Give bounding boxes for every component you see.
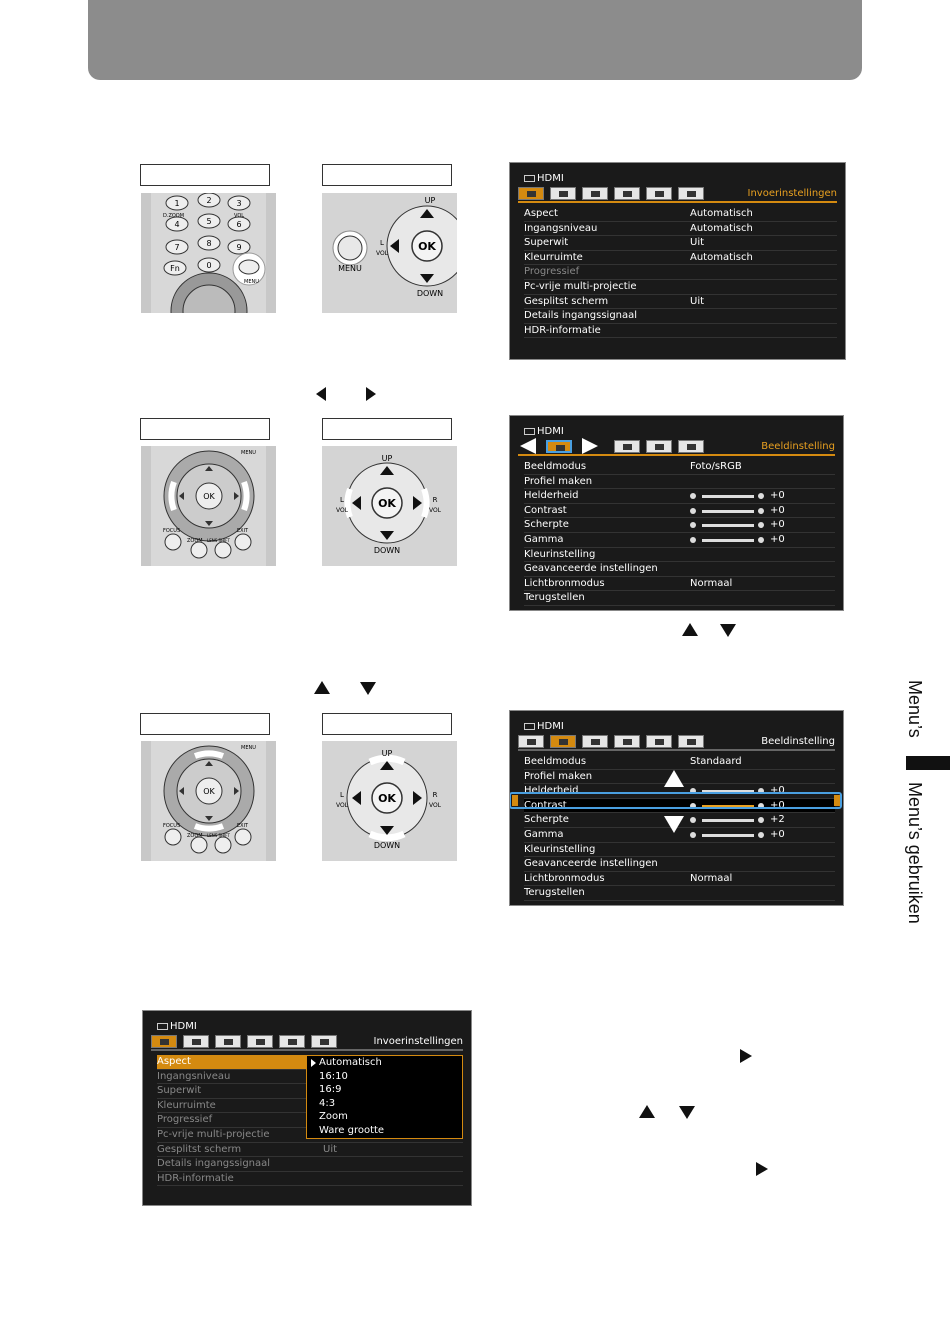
menu-row[interactable]: Pc-vrije multi-projectie xyxy=(524,280,837,295)
menu-row: Progressief xyxy=(524,265,837,280)
focus-label: FOCUS xyxy=(163,823,181,829)
tab-network-icon[interactable] xyxy=(646,440,672,453)
projector-panel-updown xyxy=(322,741,457,861)
menu-row[interactable]: HDR-informatie xyxy=(524,324,837,339)
selection-marker-right xyxy=(834,795,840,806)
vol-label: VOL xyxy=(375,250,389,257)
gamma-icon xyxy=(758,537,764,543)
menu-key-label: MENU xyxy=(244,279,259,285)
sharpness-icon xyxy=(690,522,696,528)
gamma-icon xyxy=(690,537,696,543)
menu-row[interactable]: Ingangsniveau xyxy=(157,1070,463,1085)
contrast-slider[interactable]: +0 xyxy=(690,504,800,517)
sun-icon xyxy=(690,493,696,499)
key-7: 7 xyxy=(174,243,180,252)
aspect-option[interactable]: 4:3 xyxy=(319,1097,336,1109)
right-arrow-icon xyxy=(738,1048,754,1064)
tab-image-icon[interactable] xyxy=(550,187,576,200)
hdmi-icon xyxy=(524,723,535,730)
tab-system-icon[interactable] xyxy=(614,735,640,748)
down-label: DOWN xyxy=(373,546,401,555)
exit-label: EXIT xyxy=(237,823,249,829)
tab-image-icon[interactable] xyxy=(550,735,576,748)
up-down-arrows xyxy=(638,1104,698,1120)
selection-marker-left xyxy=(512,795,518,806)
up-label: UP xyxy=(424,196,436,205)
sharpness-icon xyxy=(690,817,696,823)
aspect-option[interactable]: Ware grootte xyxy=(319,1124,385,1136)
vol-right-label: VOL xyxy=(428,507,442,514)
up-down-arrows xyxy=(680,622,748,638)
menu-row[interactable]: Aspect Automatisch xyxy=(524,207,837,222)
gamma-slider[interactable]: +0 xyxy=(690,533,800,546)
sharpness-slider[interactable]: +2 xyxy=(690,813,800,826)
up-label: UP xyxy=(381,454,393,463)
menu-title: Beeldinstelling xyxy=(761,441,835,452)
aspect-option[interactable]: 16:10 xyxy=(319,1070,348,1082)
menu-row[interactable]: Contrast +0 xyxy=(524,504,835,519)
tab-network-icon[interactable] xyxy=(646,187,672,200)
menu-row[interactable]: Terugstellen xyxy=(524,591,835,606)
contrast-icon xyxy=(758,508,764,514)
tab-system-icon[interactable] xyxy=(614,187,640,200)
source-indicator: HDMI xyxy=(524,426,564,437)
tab-right-arrow-icon xyxy=(578,438,600,456)
down-arrow-icon xyxy=(679,1106,695,1119)
osd-input-settings xyxy=(509,162,846,360)
remote-photo-leftright xyxy=(141,446,276,566)
menu-row[interactable]: Scherpte +2 xyxy=(524,813,835,828)
menu-row[interactable]: Kleurruimte xyxy=(157,1099,463,1114)
menu-row[interactable]: Kleurinstelling xyxy=(524,843,835,858)
control-panel-dpad xyxy=(322,446,457,566)
right-arrow-icon xyxy=(366,387,376,401)
up-arrow-icon xyxy=(639,1105,655,1118)
projector-panel-menu xyxy=(322,193,457,313)
contrast-slider[interactable]: +0 xyxy=(690,799,800,812)
lens-shift-label: LENS SHIFT xyxy=(207,538,230,543)
tab-install-icon[interactable] xyxy=(614,440,640,453)
tab-network-icon[interactable] xyxy=(646,735,672,748)
key-1: 1 xyxy=(174,199,180,208)
brightness-slider[interactable]: +0 xyxy=(690,489,800,502)
remote-photo-menu xyxy=(141,193,276,313)
menu-row[interactable]: Ingangsniveau Automatisch xyxy=(524,222,837,237)
remote-label-box xyxy=(140,164,270,186)
aspect-option[interactable]: Automatisch xyxy=(319,1057,382,1068)
menu-row[interactable]: Kleurruimte Automatisch xyxy=(524,251,837,266)
menu-row[interactable]: Details ingangssignaal xyxy=(157,1157,463,1172)
tab-info-icon[interactable] xyxy=(678,440,704,453)
zoom-label: ZOOM xyxy=(187,538,203,544)
sun-icon xyxy=(758,493,764,499)
key-6: 6 xyxy=(236,220,242,229)
gamma-slider[interactable]: +0 xyxy=(690,828,800,841)
menu-row[interactable]: Beeldmodus Foto/sRGB xyxy=(524,460,835,475)
l-label: L xyxy=(340,791,344,799)
gamma-icon xyxy=(758,832,764,838)
aspect-option[interactable]: 16:9 xyxy=(319,1084,342,1096)
selection-highlight xyxy=(509,792,842,809)
menu-row[interactable]: Kleurinstelling xyxy=(524,548,835,563)
control-panel xyxy=(322,193,457,313)
vol-label: VOL xyxy=(234,213,245,219)
up-arrow-icon xyxy=(682,623,698,636)
header-banner xyxy=(88,0,862,80)
menu-row[interactable]: Geavanceerde instellingen xyxy=(524,857,835,872)
right-arrow-icon xyxy=(754,1161,770,1177)
menu-row[interactable]: Gamma +0 xyxy=(524,533,835,548)
aspect-option[interactable]: Zoom xyxy=(319,1111,348,1123)
menu-row[interactable]: Scherpte +0 xyxy=(524,518,835,533)
source-indicator: HDMI xyxy=(524,173,564,184)
tab-install-icon[interactable] xyxy=(215,1035,241,1048)
menu-row[interactable]: Superwit Uit xyxy=(524,236,837,251)
menu-row[interactable]: Profiel maken xyxy=(524,475,835,490)
remote-dpad xyxy=(141,741,276,861)
brightness-slider[interactable]: +0 xyxy=(690,784,800,797)
tab-left-arrow-icon xyxy=(518,438,540,456)
menu-row[interactable]: Superwit xyxy=(157,1084,463,1099)
sharpness-slider[interactable]: +0 xyxy=(690,518,800,531)
dzoom-label: D.ZOOM xyxy=(163,213,185,219)
r-label: R xyxy=(432,496,438,504)
projector-label-box xyxy=(322,713,452,735)
key-fn: Fn xyxy=(170,264,180,273)
remote-label-box xyxy=(140,418,270,440)
ok-label: OK xyxy=(378,792,396,805)
aspect-dropdown[interactable] xyxy=(306,1055,463,1139)
osd-image-settings xyxy=(509,415,844,611)
menu-row[interactable]: Gesplitst scherm Uit xyxy=(524,295,837,310)
projector-label-box xyxy=(322,164,452,186)
key-9: 9 xyxy=(236,243,242,252)
remote-label-box xyxy=(140,713,270,735)
up-arrow-icon xyxy=(663,769,685,789)
menu-row-selected[interactable]: Contrast +0 xyxy=(524,799,835,814)
up-down-arrows xyxy=(312,680,380,696)
vol-left-label: VOL xyxy=(335,507,349,514)
menu-row[interactable]: Helderheid +0 xyxy=(524,489,835,504)
tab-input-icon[interactable] xyxy=(518,187,544,200)
left-right-arrows xyxy=(312,386,380,404)
tab-network-icon[interactable] xyxy=(279,1035,305,1048)
menu-row[interactable]: Profiel maken xyxy=(524,770,835,785)
key-0: 0 xyxy=(206,261,212,270)
tab-install-icon[interactable] xyxy=(582,735,608,748)
tab-system-icon[interactable] xyxy=(247,1035,273,1048)
l-label: L xyxy=(380,239,384,247)
menu-title: Invoerinstellingen xyxy=(373,1036,463,1047)
menu-row[interactable]: Gesplitst scherm Uit xyxy=(157,1143,463,1158)
key-2: 2 xyxy=(206,196,212,205)
dropdown-arrow-icon xyxy=(311,1059,316,1067)
menu-label: MENU xyxy=(241,745,256,751)
menu-row[interactable]: Lichtbronmodus Normaal xyxy=(524,577,835,592)
osd-aspect-dropdown xyxy=(142,1010,472,1206)
r-label: R xyxy=(432,791,438,799)
menu-list xyxy=(524,207,837,338)
hdmi-icon xyxy=(524,428,535,435)
up-arrow-icon xyxy=(314,681,330,694)
tab-install-icon[interactable] xyxy=(582,187,608,200)
source-indicator: HDMI xyxy=(524,721,564,732)
menu-row[interactable]: Lichtbronmodus Normaal xyxy=(524,872,835,887)
sharpness-icon xyxy=(758,522,764,528)
side-tab-menus: Menu’s xyxy=(905,680,925,738)
menu-title: Beeldinstelling xyxy=(761,736,835,747)
l-label: L xyxy=(340,496,344,504)
menu-button-label: MENU xyxy=(338,264,362,273)
menu-row[interactable]: Pc-vrije multi-projectie xyxy=(157,1128,463,1143)
gamma-icon xyxy=(690,832,696,838)
osd-image-settings-selected xyxy=(509,710,844,906)
menu-row[interactable]: Details ingangssignaal xyxy=(524,309,837,324)
tab-input-icon[interactable] xyxy=(518,735,544,748)
down-label: DOWN xyxy=(416,289,444,298)
side-tab-marker xyxy=(906,756,950,770)
down-arrow-icon xyxy=(720,624,736,637)
ok-label: OK xyxy=(378,497,396,510)
vol-left-label: VOL xyxy=(335,802,349,809)
menu-row[interactable]: Beeldmodus Standaard xyxy=(524,755,835,770)
remote-photo-updown xyxy=(141,741,276,861)
ok-label: OK xyxy=(203,787,215,796)
vol-right-label: VOL xyxy=(428,802,442,809)
menu-title: Invoerinstellingen xyxy=(747,188,837,199)
sharpness-icon xyxy=(758,817,764,823)
tab-info-icon[interactable] xyxy=(678,187,704,200)
key-3: 3 xyxy=(236,199,242,208)
tab-info-icon[interactable] xyxy=(311,1035,337,1048)
contrast-icon xyxy=(690,508,696,514)
menu-row[interactable]: HDR-informatie xyxy=(157,1172,463,1187)
side-tab-menus-gebruiken: Menu’s gebruiken xyxy=(905,782,925,924)
remote-keypad xyxy=(141,193,276,313)
menu-label: MENU xyxy=(241,450,256,456)
menu-row[interactable]: Progressief xyxy=(157,1113,463,1128)
tab-image-icon[interactable] xyxy=(183,1035,209,1048)
down-label: DOWN xyxy=(373,841,401,850)
projector-label-box xyxy=(322,418,452,440)
lens-shift-label: LENS SHIFT xyxy=(207,833,230,838)
remote-dpad xyxy=(141,446,276,566)
ok-label: OK xyxy=(203,492,215,501)
key-5: 5 xyxy=(206,217,212,226)
focus-label: FOCUS xyxy=(163,528,181,534)
projector-panel-leftright xyxy=(322,446,457,566)
menu-row[interactable]: Helderheid +0 xyxy=(524,784,835,799)
down-arrow-icon xyxy=(663,814,685,834)
tab-image-icon[interactable] xyxy=(546,440,572,453)
left-arrow-icon xyxy=(316,387,326,401)
key-4: 4 xyxy=(174,220,180,229)
menu-list xyxy=(524,460,835,606)
hdmi-icon xyxy=(524,175,535,182)
ok-label: OK xyxy=(418,240,436,253)
menu-row[interactable]: Gamma +0 xyxy=(524,828,835,843)
tab-info-icon[interactable] xyxy=(678,735,704,748)
menu-row-selected[interactable]: Aspect xyxy=(157,1055,463,1070)
exit-label: EXIT xyxy=(237,528,249,534)
zoom-label: ZOOM xyxy=(187,833,203,839)
hdmi-icon xyxy=(157,1023,168,1030)
control-panel-dpad xyxy=(322,741,457,861)
menu-row[interactable]: Terugstellen xyxy=(524,886,835,901)
menu-row[interactable]: Geavanceerde instellingen xyxy=(524,562,835,577)
key-8: 8 xyxy=(206,239,212,248)
up-label: UP xyxy=(381,749,393,758)
tab-input-icon[interactable] xyxy=(151,1035,177,1048)
source-indicator: HDMI xyxy=(157,1021,197,1032)
down-arrow-icon xyxy=(360,682,376,695)
